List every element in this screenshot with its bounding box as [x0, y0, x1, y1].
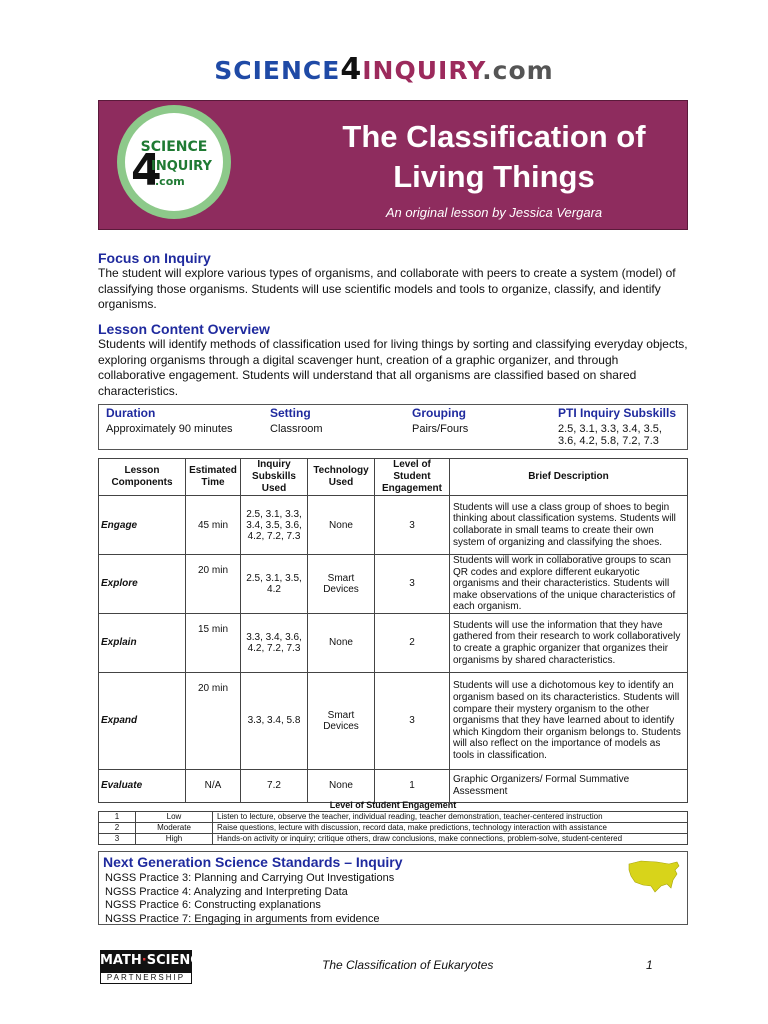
row-component: Explore — [99, 555, 186, 614]
lesson-title: The Classification of Living Things — [342, 119, 646, 194]
brand-domain: .com — [482, 56, 554, 85]
overview-heading: Lesson Content Overview — [98, 321, 270, 337]
row-component: Expand — [99, 672, 186, 769]
row-technology: None — [308, 496, 375, 555]
list-item: NGSS Practice 7: Engaging in arguments from evidence — [105, 912, 380, 925]
col-header-engagement: Level of Student Engagement — [375, 459, 450, 496]
row-subskills: 2.5, 3.1, 3.5, 4.2 — [241, 555, 308, 614]
brand-science: SCIENCE — [214, 56, 341, 85]
row-description: Students will use the information that they have gathered from their research to work collaboratively to create a graphic organizer that organizes their organisms by shared characteristics. — [450, 613, 688, 672]
duration-value: Approximately 90 minutes — [106, 423, 233, 435]
legend-level-number: 2 — [99, 823, 136, 834]
logo-partnership-text: PARTNERSHIP — [100, 972, 192, 984]
science4inquiry-logo — [117, 105, 231, 219]
row-description: Students will use a dichotomous key to identify an organism based on its characteristics. Students will compare their mystery organism to the other organisms that they have learned about to identify which Kingdom their organism belongs to. Students will also reflect on the importance of models as tools in classification. — [450, 672, 688, 769]
focus-heading: Focus on Inquiry — [98, 250, 211, 266]
setting-label: Setting — [270, 406, 311, 420]
legend-level-number: 3 — [99, 834, 136, 845]
table-row — [99, 496, 688, 555]
brand-four: 4 — [340, 52, 363, 87]
ngss-list — [105, 872, 394, 926]
col-header-subskills: Inquiry Subskills Used — [241, 459, 308, 496]
row-time: 20 min — [186, 672, 241, 769]
overview-text: Students will identify methods of classification used for living things by sorting and classifying everyday objects, exploring organisms through a digital scavenger hunt, creation of a graphic organizer, and through collaborative engagement. Students will understand that all organisms are classified based on shared characteristics. — [98, 337, 688, 398]
lesson-byline: An original lesson by Jessica Vergara — [385, 205, 603, 220]
engagement-legend-title: Level of Student Engagement — [329, 800, 457, 810]
row-technology: None — [308, 769, 375, 802]
title-banner — [98, 100, 688, 230]
ngss-heading: Next Generation Science Standards – Inquiry — [103, 854, 403, 870]
legend-level-description: Hands-on activity or inquiry; critique others, draw conclusions, make connections, problem-solve, student-centered — [213, 834, 688, 845]
subskills-value: 2.5, 3.1, 3.3, 3.4, 3.5, 3.6, 4.2, 5.8, 7.2, 7.3 — [558, 423, 662, 447]
legend-level-name: Moderate — [136, 823, 213, 834]
logo-science-text: SCIENCE — [140, 139, 208, 155]
col-header-components: Lesson Components — [99, 459, 186, 496]
page-number: 1 — [646, 958, 653, 972]
row-engagement: 2 — [375, 613, 450, 672]
row-technology: Smart Devices — [308, 555, 375, 614]
site-brand — [0, 52, 768, 87]
legend-row — [99, 834, 688, 845]
legend-level-name: Low — [136, 812, 213, 823]
row-technology: Smart Devices — [308, 672, 375, 769]
logo-math-text: MATH — [100, 953, 142, 968]
row-time: 45 min — [186, 496, 241, 555]
engagement-legend-table — [98, 811, 688, 845]
logo-science-text: SCIENCE — [146, 953, 209, 968]
grouping-label: Grouping — [412, 406, 466, 420]
grouping-value: Pairs/Fours — [412, 423, 469, 435]
row-subskills: 3.3, 3.4, 3.6, 4.2, 7.2, 7.3 — [241, 613, 308, 672]
focus-text: The student will explore various types of organisms, and collaborate with peers to create a system (model) of classifying those organisms. Students will use scientific models and tools to organize, classify, and identify organisms. — [98, 266, 676, 311]
row-engagement: 3 — [375, 555, 450, 614]
setting-value: Classroom — [270, 423, 323, 435]
list-item: NGSS Practice 4: Analyzing and Interpreting Data — [105, 885, 348, 898]
logo-four-text: 4 — [131, 145, 162, 196]
row-time: 15 min — [186, 613, 241, 672]
footer-title: The Classification of Eukaryotes — [322, 958, 494, 972]
lesson-components-table — [98, 458, 688, 803]
lesson-info-table — [98, 404, 688, 450]
row-description: Graphic Organizers/ Formal Summative Assessment — [450, 769, 688, 802]
table-row — [99, 672, 688, 769]
col-header-time: Estimated Time — [186, 459, 241, 496]
row-engagement: 1 — [375, 769, 450, 802]
row-subskills: 3.3, 3.4, 5.8 — [241, 672, 308, 769]
col-header-description: Brief Description — [450, 459, 688, 496]
row-description: Students will work in collaborative groups to scan QR codes and explore different eukaryotic organisms and their characteristics. Students will make observations of the unique characteristics of each organism. — [450, 555, 688, 614]
subskills-label: PTI Inquiry Subskills — [558, 406, 677, 420]
row-component: Evaluate — [99, 769, 186, 802]
duration-label: Duration — [106, 406, 156, 420]
row-technology: None — [308, 613, 375, 672]
table-row — [99, 769, 688, 802]
row-engagement: 3 — [375, 672, 450, 769]
legend-level-description: Listen to lecture, observe the teacher, individual reading, teacher demonstration, teacher-centered instruction — [213, 812, 688, 823]
table-row — [99, 555, 688, 614]
list-item: NGSS Practice 6: Constructing explanations — [105, 899, 321, 911]
brand-inquiry: INQUIRY — [362, 56, 483, 85]
math-science-partnership-logo: MATH·SCIENCE PARTNERSHIP — [100, 950, 192, 984]
row-engagement: 3 — [375, 496, 450, 555]
row-time: N/A — [186, 769, 241, 802]
row-subskills: 7.2 — [241, 769, 308, 802]
row-component: Engage — [99, 496, 186, 555]
us-map-icon — [627, 858, 681, 894]
legend-level-name: High — [136, 834, 213, 845]
ngss-box — [98, 851, 688, 925]
logo-inquiry-text: INQUIRY — [151, 159, 212, 174]
row-component: Explain — [99, 613, 186, 672]
row-description: Students will use a class group of shoes to begin thinking about classification systems. Students will collaborate in small teams to create their own system of organizing and classifying the shoes. — [450, 496, 688, 555]
table-row — [99, 613, 688, 672]
legend-level-number: 1 — [99, 812, 136, 823]
col-header-technology: Technology Used — [308, 459, 375, 496]
legend-level-description: Raise questions, lecture with discussion, record data, make predictions, technology interaction with assistance — [213, 823, 688, 834]
logo-domain-text: .com — [155, 175, 185, 188]
legend-row — [99, 812, 688, 823]
row-subskills: 2.5, 3.1, 3.3, 3.4, 3.5, 3.6, 4.2, 7.2, 7.3 — [241, 496, 308, 555]
list-item: NGSS Practice 3: Planning and Carrying Out Investigations — [105, 872, 395, 884]
legend-row — [99, 823, 688, 834]
row-time: 20 min — [186, 555, 241, 614]
